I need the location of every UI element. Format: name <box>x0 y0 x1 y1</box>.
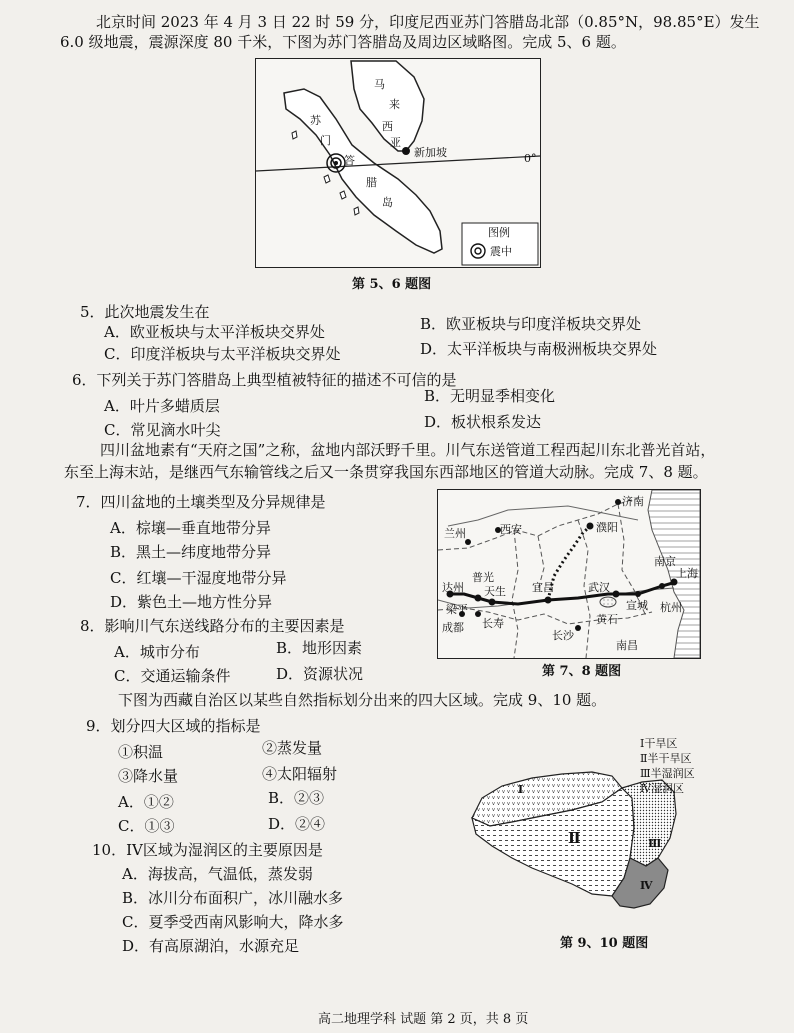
q9-option-d: D．②④ <box>268 815 326 833</box>
q6-option-c: C．常见滴水叶尖 <box>104 421 221 439</box>
malay-peninsula <box>351 61 424 151</box>
q7-stem: 7．四川盆地的土壤类型及分异规律是 <box>76 493 326 511</box>
label-la: 腊 <box>366 176 377 189</box>
q8-option-b: B．地形因素 <box>276 639 363 657</box>
sumatra-map <box>255 58 541 268</box>
city-wuhan: 武汉 <box>588 581 610 594</box>
map3-caption: 第 9、10 题图 <box>560 936 649 951</box>
city-puyang: 濮阳 <box>596 521 618 534</box>
q9-stem: 9．划分四大区域的指标是 <box>86 717 261 735</box>
q10-stem: 10．IV区域为湿润区的主要原因是 <box>92 841 323 859</box>
q9-option-a: A．①② <box>118 793 174 811</box>
q9-item-1: ①积温 <box>118 743 164 761</box>
q8-option-c: C．交通运输条件 <box>114 667 231 685</box>
q8-option-d: D．资源状况 <box>276 665 364 683</box>
legend-item-epicenter: 震中 <box>490 245 512 258</box>
tibet-legend-4: Ⅳ湿润区 <box>640 782 684 795</box>
region-label-4: Ⅳ <box>640 879 653 892</box>
q5-option-c: C．印度洋板块与太平洋板块交界处 <box>104 345 341 363</box>
q9-option-b: B．②③ <box>268 789 325 807</box>
city-chengdu: 成都 <box>442 621 464 634</box>
q5-option-a: A．欧亚板块与太平洋板块交界处 <box>104 323 325 341</box>
island <box>354 207 359 215</box>
intro-5-6-line1: 北京时间 2023 年 4 月 3 日 22 时 59 分，印度尼西亚苏门答腊岛北部（0.85°N，98.85°E）发生 <box>96 13 760 31</box>
city-xuancheng: 宣城 <box>626 599 648 612</box>
boundary-line <box>438 608 652 624</box>
city-shanghai: 上海 <box>676 567 698 580</box>
q5-option-d: D．太平洋板块与南极洲板块交界处 <box>420 340 658 358</box>
city-dazhou: 达州 <box>442 581 464 594</box>
island <box>340 191 346 199</box>
city-changshou: 长寿 <box>482 617 504 630</box>
map1-caption: 第 5、6 题图 <box>352 277 432 292</box>
q10-option-a: A．海拔高，气温低，蒸发弱 <box>122 865 313 883</box>
city-lanzhou: 兰州 <box>444 527 466 540</box>
q7-option-c: C．红壤—干湿度地带分异 <box>110 569 287 587</box>
singapore-dot <box>402 147 410 155</box>
label-equator: 0° <box>524 152 537 165</box>
city-puguang: 普光 <box>472 571 494 584</box>
q9-item-2: ②蒸发量 <box>262 739 323 757</box>
q10-option-c: C．夏季受西南风影响大，降水多 <box>122 913 344 931</box>
pipeline-map <box>437 489 701 659</box>
label-ya: 亚 <box>390 136 401 149</box>
boundary-line <box>512 530 518 658</box>
city-jinan: 济南 <box>622 495 644 508</box>
label-ma: 马 <box>374 78 385 91</box>
region-label-1: Ⅰ <box>518 783 524 796</box>
city-huangshi: 黄石 <box>596 613 618 626</box>
city-yichang: 宜昌 <box>532 581 554 594</box>
q6-option-a: A．叶片多蜡质层 <box>104 397 220 415</box>
city-tiansheng: 天生 <box>484 585 506 598</box>
lake <box>600 597 616 607</box>
q6-option-b: B．无明显季相变化 <box>424 387 556 405</box>
tibet-legend-2: Ⅱ半干旱区 <box>640 752 692 765</box>
island <box>324 175 330 183</box>
q8-stem: 8．影响川气东送线路分布的主要因素是 <box>80 617 345 635</box>
q6-option-d: D．板状根系发达 <box>424 413 542 431</box>
q9-option-c: C．①③ <box>118 817 175 835</box>
intro-5-6-line2: 6.0 级地震，震源深度 80 千米，下图为苏门答腊岛及周边区域略图。完成 5、6 题。 <box>60 33 626 51</box>
q10-option-d: D．有高原湖泊，水源充足 <box>122 937 300 955</box>
label-da: 答 <box>344 154 355 167</box>
city-changsha: 长沙 <box>552 629 574 642</box>
label-dao: 岛 <box>382 196 393 209</box>
intro-7-8-line2: 东至上海末站，是继西气东输管线之后又一条贯穿我国东西部地区的管道大动脉。完成 7、8 题。 <box>64 463 708 481</box>
q9-item-3: ③降水量 <box>118 767 179 785</box>
city-xian: 西安 <box>500 523 522 536</box>
q8-option-a: A．城市分布 <box>114 643 200 661</box>
q9-item-4: ④太阳辐射 <box>262 765 338 783</box>
q7-option-d: D．紫色土—地方性分异 <box>110 593 273 611</box>
q5-stem: 5．此次地震发生在 <box>80 303 210 321</box>
q5-option-b: B．欧亚板块与印度洋板块交界处 <box>420 315 642 333</box>
label-singapore: 新加坡 <box>414 146 447 159</box>
city-nanchang: 南昌 <box>616 639 638 652</box>
island <box>292 131 297 139</box>
q6-stem: 6．下列关于苏门答腊岛上典型植被特征的描述不可信的是 <box>72 371 457 389</box>
q7-option-a: A．棕壤—垂直地带分异 <box>110 519 271 537</box>
label-xi: 西 <box>382 120 393 133</box>
q10-option-b: B．冰川分布面积广，冰川融水多 <box>122 889 344 907</box>
region-label-3: Ⅲ <box>648 837 662 850</box>
region-label-2: Ⅱ <box>568 829 581 847</box>
city-hangzhou: 杭州 <box>660 601 682 614</box>
equator-line <box>256 156 540 171</box>
q7-option-b: B．黑土—纬度地带分异 <box>110 543 272 561</box>
city-nanjing: 南京 <box>654 555 676 568</box>
tibet-legend-3: Ⅲ半湿润区 <box>640 767 695 780</box>
intro-7-8-line1: 四川盆地素有“天府之国”之称，盆地内部沃野千里。川气东送管道工程西起川东北普光首站， <box>100 441 716 459</box>
city-liangping: 梁平 <box>446 603 468 616</box>
tibet-legend-1: Ⅰ干旱区 <box>640 737 678 750</box>
label-lai: 来 <box>389 98 400 111</box>
label-men: 门 <box>320 134 331 147</box>
page-footer: 高二地理学科 试题 第 2 页，共 8 页 <box>318 1012 529 1027</box>
map2-caption: 第 7、8 题图 <box>542 664 622 679</box>
intro-9-10: 下图为西藏自治区以某些自然指标划分出来的四大区域。完成 9、10 题。 <box>118 691 607 709</box>
legend-title: 图例 <box>488 226 510 239</box>
label-su: 苏 <box>310 114 321 127</box>
